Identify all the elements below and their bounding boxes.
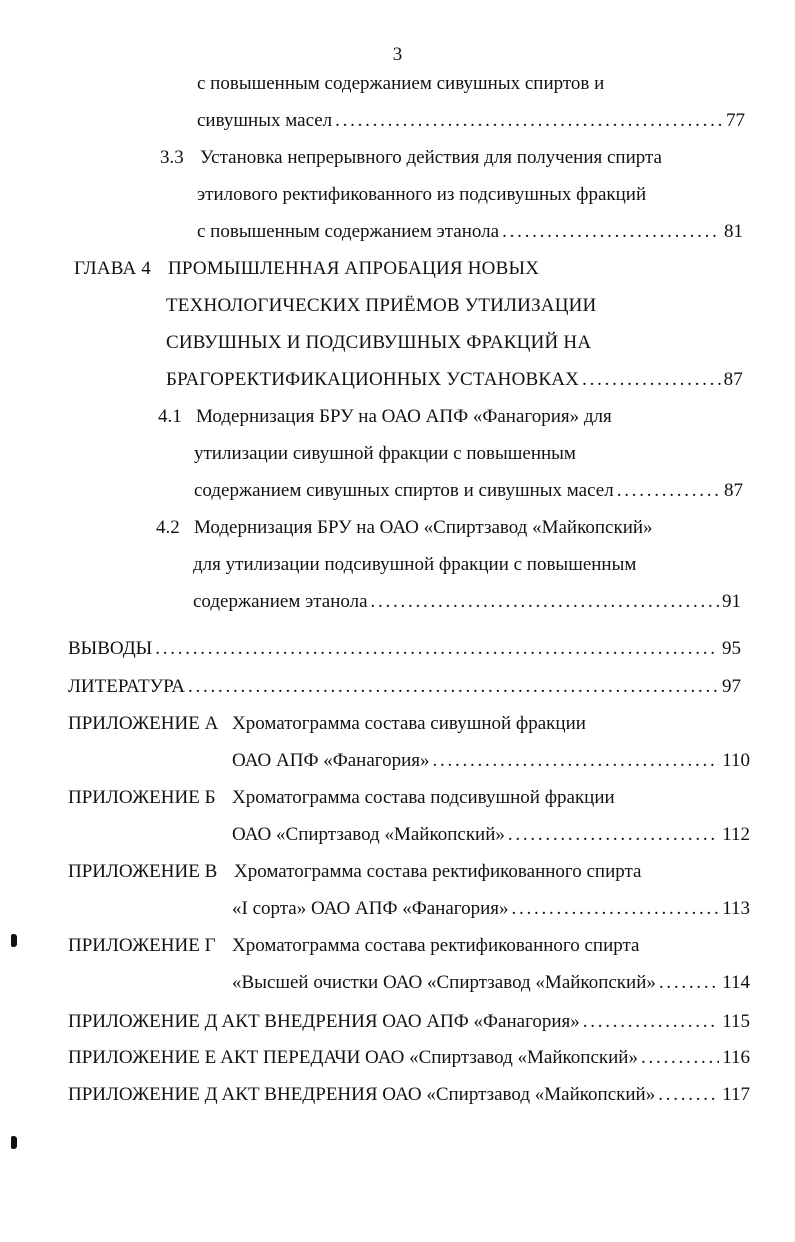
toc-line <box>197 219 743 245</box>
toc-text: АКТ ВНЕДРЕНИЯ ОАО «Спиртзавод «Майкопский» <box>221 1084 656 1105</box>
dot-leader <box>433 748 720 774</box>
toc-line <box>232 748 750 774</box>
toc-page-ref: 77 <box>726 110 745 131</box>
appendix-label: ПРИЛОЖЕНИЕ Д <box>68 1084 218 1105</box>
section-number: 4.2 <box>156 517 180 538</box>
toc-line <box>197 108 745 134</box>
toc-text: «I сорта» ОАО АПФ «Фанагория» <box>232 898 509 919</box>
toc-text: содержанием этанола <box>193 591 368 612</box>
toc-page-ref: 113 <box>722 898 750 919</box>
toc-text: Хроматограмма состава ректификованного спирта <box>232 935 640 956</box>
toc-page-ref: 87 <box>724 480 743 501</box>
toc-page-ref: 81 <box>724 221 743 242</box>
scan-mark <box>11 1136 17 1149</box>
toc-page-ref: 112 <box>722 824 750 845</box>
toc-text: Хроматограмма состава подсивушной фракции <box>232 787 615 808</box>
scan-mark <box>11 934 17 947</box>
toc-line <box>232 896 750 922</box>
chapter-number: ГЛАВА 4 <box>74 258 152 279</box>
section-number: 4.1 <box>158 406 182 427</box>
toc-line <box>197 182 646 208</box>
dot-leader <box>617 478 721 504</box>
toc-text: ЛИТЕРАТУРА <box>68 676 185 697</box>
toc-page-ref: 110 <box>722 750 750 771</box>
toc-page-ref: 87 <box>723 369 743 390</box>
toc-text: Хроматограмма состава сивушной фракции <box>232 713 586 734</box>
toc-page-ref: 115 <box>722 1011 750 1032</box>
toc-line <box>74 256 539 282</box>
toc-page-ref: 117 <box>722 1084 750 1105</box>
toc-page-ref: 91 <box>722 591 741 612</box>
toc-line <box>68 711 586 737</box>
toc-page-ref: 97 <box>722 676 741 697</box>
toc-text: Хроматограмма состава ректификованного спирта <box>234 861 642 882</box>
dot-leader <box>582 367 721 393</box>
toc-line <box>68 859 641 885</box>
toc-text: сивушных масел <box>197 110 333 131</box>
toc-line <box>194 478 743 504</box>
dot-leader <box>155 636 719 662</box>
toc-line <box>166 330 591 356</box>
dot-leader <box>335 108 723 134</box>
toc-line <box>68 785 615 811</box>
toc-text: Установка непрерывного действия для получения спирта <box>200 147 662 168</box>
page-number: 3 <box>392 44 403 65</box>
appendix-label: ПРИЛОЖЕНИЕ Е <box>68 1047 217 1068</box>
toc-line <box>232 970 750 996</box>
toc-text: с повышенным содержанием этанола <box>197 221 500 242</box>
toc-line <box>194 441 576 467</box>
toc-text: Модернизация БРУ на ОАО «Спиртзавод «Майкопский» <box>194 517 653 538</box>
toc-line <box>166 367 743 393</box>
toc-text: Модернизация БРУ на ОАО АПФ «Фанагория» для <box>196 406 612 427</box>
toc-line <box>158 404 612 430</box>
dot-leader <box>371 589 719 615</box>
section-number: 3.3 <box>160 147 184 168</box>
appendix-label: ПРИЛОЖЕНИЕ В <box>68 861 218 882</box>
toc-page-ref: 116 <box>722 1047 750 1068</box>
toc-text: «Высшей очистки ОАО «Спиртзавод «Майкопский» <box>232 972 656 993</box>
toc-text: утилизации сивушной фракции с повышенным <box>194 443 576 464</box>
toc-text: ОАО АПФ «Фанагория» <box>232 750 430 771</box>
toc-line <box>68 636 741 662</box>
toc-page-ref: 95 <box>722 638 741 659</box>
dot-leader <box>658 1082 719 1108</box>
dot-leader <box>502 219 721 245</box>
dot-leader <box>641 1045 719 1071</box>
toc-text: с повышенным содержанием сивушных спиртов и <box>197 73 605 94</box>
toc-text: БРАГОРЕКТИФИКАЦИОННЫХ УСТАНОВКАХ <box>166 369 580 390</box>
toc-page-ref: 114 <box>722 972 750 993</box>
dot-leader <box>583 1009 719 1035</box>
toc-text: ВЫВОДЫ <box>68 638 153 659</box>
dot-leader <box>508 822 719 848</box>
appendix-label: ПРИЛОЖЕНИЕ Д <box>68 1011 218 1032</box>
toc-line <box>156 515 653 541</box>
toc-text: этилового ректификованного из подсивушных фракций <box>197 184 647 205</box>
toc-line <box>193 552 636 578</box>
toc-line <box>68 1045 750 1071</box>
toc-line <box>197 71 604 97</box>
appendix-label: ПРИЛОЖЕНИЕ Г <box>68 935 216 956</box>
toc-line <box>68 1082 750 1108</box>
toc-text: ПРОМЫШЛЕННАЯ АПРОБАЦИЯ НОВЫХ <box>168 258 540 279</box>
toc-text: для утилизации подсивушной фракции с повышенным <box>193 554 637 575</box>
toc-text: АКТ ПЕРЕДАЧИ ОАО «Спиртзавод «Майкопский» <box>220 1047 638 1068</box>
dot-leader <box>659 970 719 996</box>
toc-text: ОАО «Спиртзавод «Майкопский» <box>232 824 505 845</box>
toc-line <box>68 1009 750 1035</box>
dot-leader <box>188 674 719 700</box>
toc-line <box>193 589 741 615</box>
toc-line <box>232 822 750 848</box>
toc-text: содержанием сивушных спиртов и сивушных масел <box>194 480 614 501</box>
dot-leader <box>511 896 719 922</box>
toc-line <box>68 933 639 959</box>
appendix-label: ПРИЛОЖЕНИЕ Б <box>68 787 216 808</box>
toc-line <box>166 293 596 319</box>
toc-line <box>68 674 741 700</box>
toc-line <box>160 145 662 171</box>
appendix-label: ПРИЛОЖЕНИЕ А <box>68 713 219 734</box>
toc-text: ТЕХНОЛОГИЧЕСКИХ ПРИЁМОВ УТИЛИЗАЦИИ <box>166 295 597 316</box>
toc-text: СИВУШНЫХ И ПОДСИВУШНЫХ ФРАКЦИЙ НА <box>166 332 592 353</box>
toc-text: АКТ ВНЕДРЕНИЯ ОАО АПФ «Фанагория» <box>221 1011 580 1032</box>
